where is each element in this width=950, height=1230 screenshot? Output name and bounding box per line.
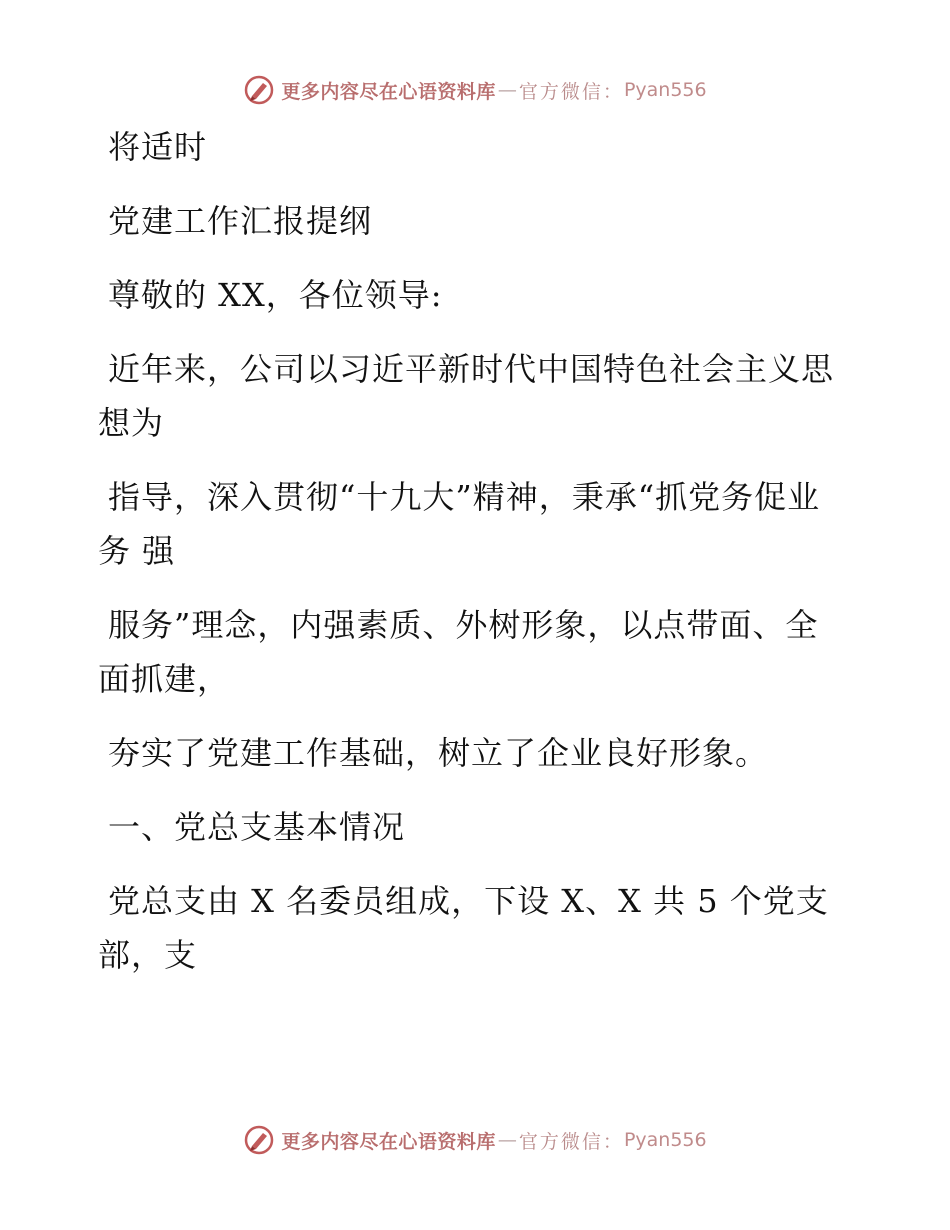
pen-logo-icon (243, 74, 275, 106)
document-title: 党建工作汇报提纲 (108, 202, 373, 240)
section-heading: 一、党总支基本情况 (108, 808, 406, 846)
salutation: 尊敬的 XX，各位领导: (108, 276, 443, 314)
watermark-wechat-id: Pyan556 (623, 79, 707, 101)
paragraph: 服务”理念，内强素质、外树形象，以点带面、全面抓建， (98, 606, 819, 698)
paragraph: 近年来，公司以习近平新时代中国特色社会主义思想为 (98, 350, 835, 442)
watermark-sub-text: 官方微信： (518, 1130, 624, 1153)
watermark-main-text: 更多内容尽在心语资料库 (281, 80, 496, 103)
pen-logo-icon (243, 1124, 275, 1156)
watermark-separator: — (497, 79, 517, 101)
paragraph: 党总支由 X 名委员组成，下设 X、X 共 5 个党支部，支 (98, 882, 829, 974)
document-body (98, 120, 838, 982)
watermark-sub-text: 官方微信： (518, 80, 624, 103)
paragraph: 夯实了党建工作基础，树立了企业良好形象。 (108, 734, 769, 772)
paragraph: 将适时 (108, 128, 208, 166)
watermark-separator: — (497, 1129, 517, 1151)
watermark-main-text: 更多内容尽在心语资料库 (281, 1130, 496, 1153)
header-watermark (0, 70, 950, 110)
paragraph: 指导，深入贯彻“十九大”精神，秉承“抓党务促业务 强 (98, 478, 821, 570)
watermark-wechat-id: Pyan556 (623, 1129, 707, 1151)
footer-watermark (0, 1120, 950, 1160)
